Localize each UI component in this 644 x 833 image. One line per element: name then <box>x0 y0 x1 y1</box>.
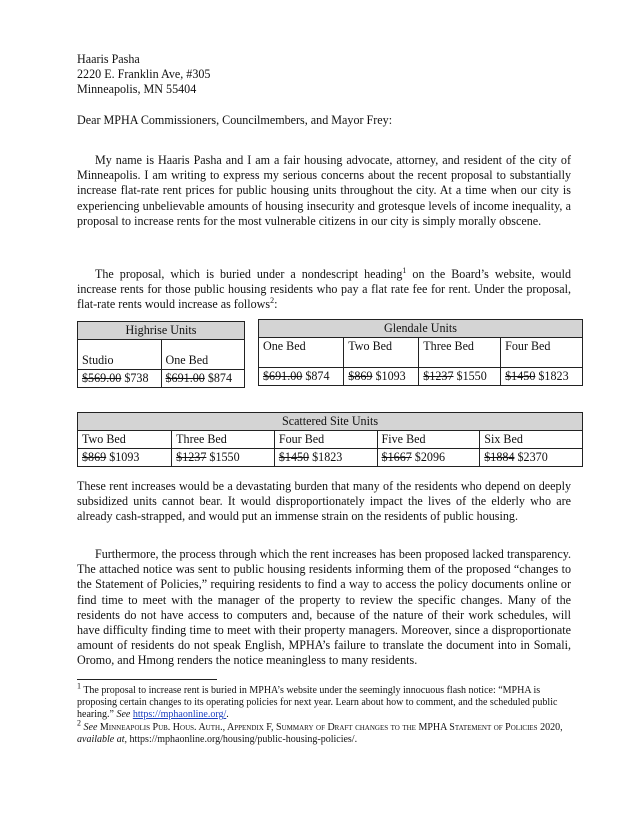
new-rent: $738 <box>121 371 149 385</box>
new-rent: $1093 <box>372 369 406 383</box>
glendale-rent-cell <box>501 368 583 386</box>
highrise-col-header: Studio <box>78 340 162 370</box>
glendale-rent-cell <box>259 368 344 386</box>
old-rent: $1450 <box>278 450 310 464</box>
footnote-1 <box>77 681 571 721</box>
new-rent: $1093 <box>106 450 140 464</box>
new-rent: $874 <box>204 371 233 385</box>
highrise-units-table <box>77 321 245 388</box>
sender-name: Haaris Pasha <box>77 52 140 66</box>
old-rent: $691.00 <box>263 369 303 383</box>
sender-address <box>77 52 571 98</box>
footnote-1-see: See <box>116 709 131 721</box>
glendale-col-header: One Bed <box>259 338 344 368</box>
glendale-rent-cell <box>419 368 501 386</box>
old-rent: $869 <box>348 369 373 383</box>
footnote-1-end: . <box>226 709 229 721</box>
new-rent: $1823 <box>309 450 343 464</box>
old-rent: $1667 <box>381 450 412 464</box>
old-rent: $1884 <box>484 450 515 464</box>
glendale-col-header: Four Bed <box>501 338 583 368</box>
glendale-col-header: Three Bed <box>419 338 501 368</box>
old-rent: $1237 <box>423 369 454 383</box>
highrise-col-header: One Bed <box>161 340 245 370</box>
paragraph-burden: These rent increases would be a devastating burden that many of the residents who depend on deeply subsidized units cannot bear. It would disproportionately impact the lives of the elderly who are already cash-strapped, and would put an immense strain on the residents of public housing. <box>77 479 571 524</box>
old-rent: $569.00 <box>82 371 122 385</box>
new-rent: $1823 <box>535 369 569 383</box>
salutation: Dear MPHA Commissioners, Councilmembers, and Mayor Frey: <box>77 113 393 127</box>
new-rent: $2096 <box>411 450 446 464</box>
footnote-2-citation: Minneapolis Pub. Hous. Auth., Appendix F, Summary of Draft changes to the MPHA Statement of Policies 2020, <box>99 722 563 733</box>
scattered-col-header: Two Bed <box>78 431 172 449</box>
footnote-ref-1[interactable]: 1 <box>402 265 407 275</box>
old-rent: $691.00 <box>165 371 205 385</box>
old-rent: $869 <box>82 450 107 464</box>
footnote-2-available: available at, <box>77 734 127 746</box>
scattered-col-header: Four Bed <box>274 431 377 449</box>
paragraph-transparency: Furthermore, the process through which the rent increases has been proposed lacked transparency. The attached notice was sent to public housing residents informing them of the proposed “changes to the Statement of Policies,” requiring residents to find a way to access the policy documents online or find time to meet with the manager of the property to review the specific changes. Many of the residents do not have access to computers and, because of the nature of their work schedules, will have difficulty finding time to meet with their property managers. Moreover, since a disproportionate amount of residents do not speak English, MPHA’s failure to translate the document into in Somali, Oromo, and Hmong renders the notice meaningless to many residents. <box>77 547 571 668</box>
new-rent: $1550 <box>206 450 240 464</box>
glendale-rent-cell <box>344 368 419 386</box>
footnote-2 <box>77 718 571 746</box>
scattered-rent-cell <box>172 449 275 467</box>
footnote-1-mark: 1 <box>77 681 81 691</box>
paragraph-proposal-part3: : <box>274 297 278 312</box>
paragraph-proposal-part2: on the Board’s website, would increase rents for those public housing residents who pay a flat rate fee for rent. Under the proposal, flat-rate rents would increase as follows <box>77 267 571 312</box>
old-rent: $1450 <box>505 369 536 383</box>
scattered-site-units-table <box>77 412 583 467</box>
scattered-rent-cell <box>274 449 377 467</box>
footnote-divider <box>77 679 217 680</box>
highrise-table-title: Highrise Units <box>78 322 245 340</box>
scattered-col-header: Three Bed <box>172 431 275 449</box>
scattered-rent-cell <box>377 449 480 467</box>
footnote-1-text: The proposal to increase rent is buried in MPHA’s website under the seemingly innocuous flash notice: “MPHA is proposing certain changes to its operating policies for next year. Learn about how to comment, and the scheduled public hearing.” <box>77 685 558 721</box>
new-rent: $1550 <box>453 369 487 383</box>
highrise-rent-cell <box>161 370 245 388</box>
scattered-rent-cell <box>78 449 172 467</box>
glendale-units-table <box>258 319 583 386</box>
scattered-table-title: Scattered Site Units <box>78 413 583 431</box>
new-rent: $874 <box>302 369 330 383</box>
footnote-ref-2[interactable]: 2 <box>270 296 275 306</box>
paragraph-proposal <box>77 267 571 313</box>
sender-street: 2220 E. Franklin Ave, #305 <box>77 67 211 82</box>
sender-city: Minneapolis, MN 55404 <box>77 82 197 97</box>
paragraph-intro: My name is Haaris Pasha and I am a fair housing advocate, attorney, and resident of the city of Minneapolis. I am writing to express my serious concerns about the recent proposal to substantially increase flat-rate rent prices for public housing units throughout the city. At a time when our city is experiencing unbelievable amounts of housing insecurity and grotesque levels of income inequality, a proposal to increase rents for the most vulnerable citizens in our city is simply morally obscene. <box>77 153 571 228</box>
new-rent: $2370 <box>514 450 548 464</box>
scattered-rent-cell <box>480 449 583 467</box>
scattered-col-header: Five Bed <box>377 431 480 449</box>
paragraph-proposal-part1: The proposal, which is buried under a nondescript heading <box>95 267 403 281</box>
highrise-rent-cell <box>78 370 162 388</box>
footnote-2-see: See <box>83 722 98 733</box>
scattered-col-header: Six Bed <box>480 431 583 449</box>
footnote-2-mark: 2 <box>77 718 81 728</box>
old-rent: $1237 <box>176 450 207 464</box>
footnote-2-url[interactable]: https://mphaonline.org/housing/public-housing-policies/. <box>129 734 358 746</box>
glendale-table-title: Glendale Units <box>259 320 583 338</box>
mpha-website-link[interactable]: https://mphaonline.org/ <box>132 709 227 721</box>
glendale-col-header: Two Bed <box>344 338 419 368</box>
